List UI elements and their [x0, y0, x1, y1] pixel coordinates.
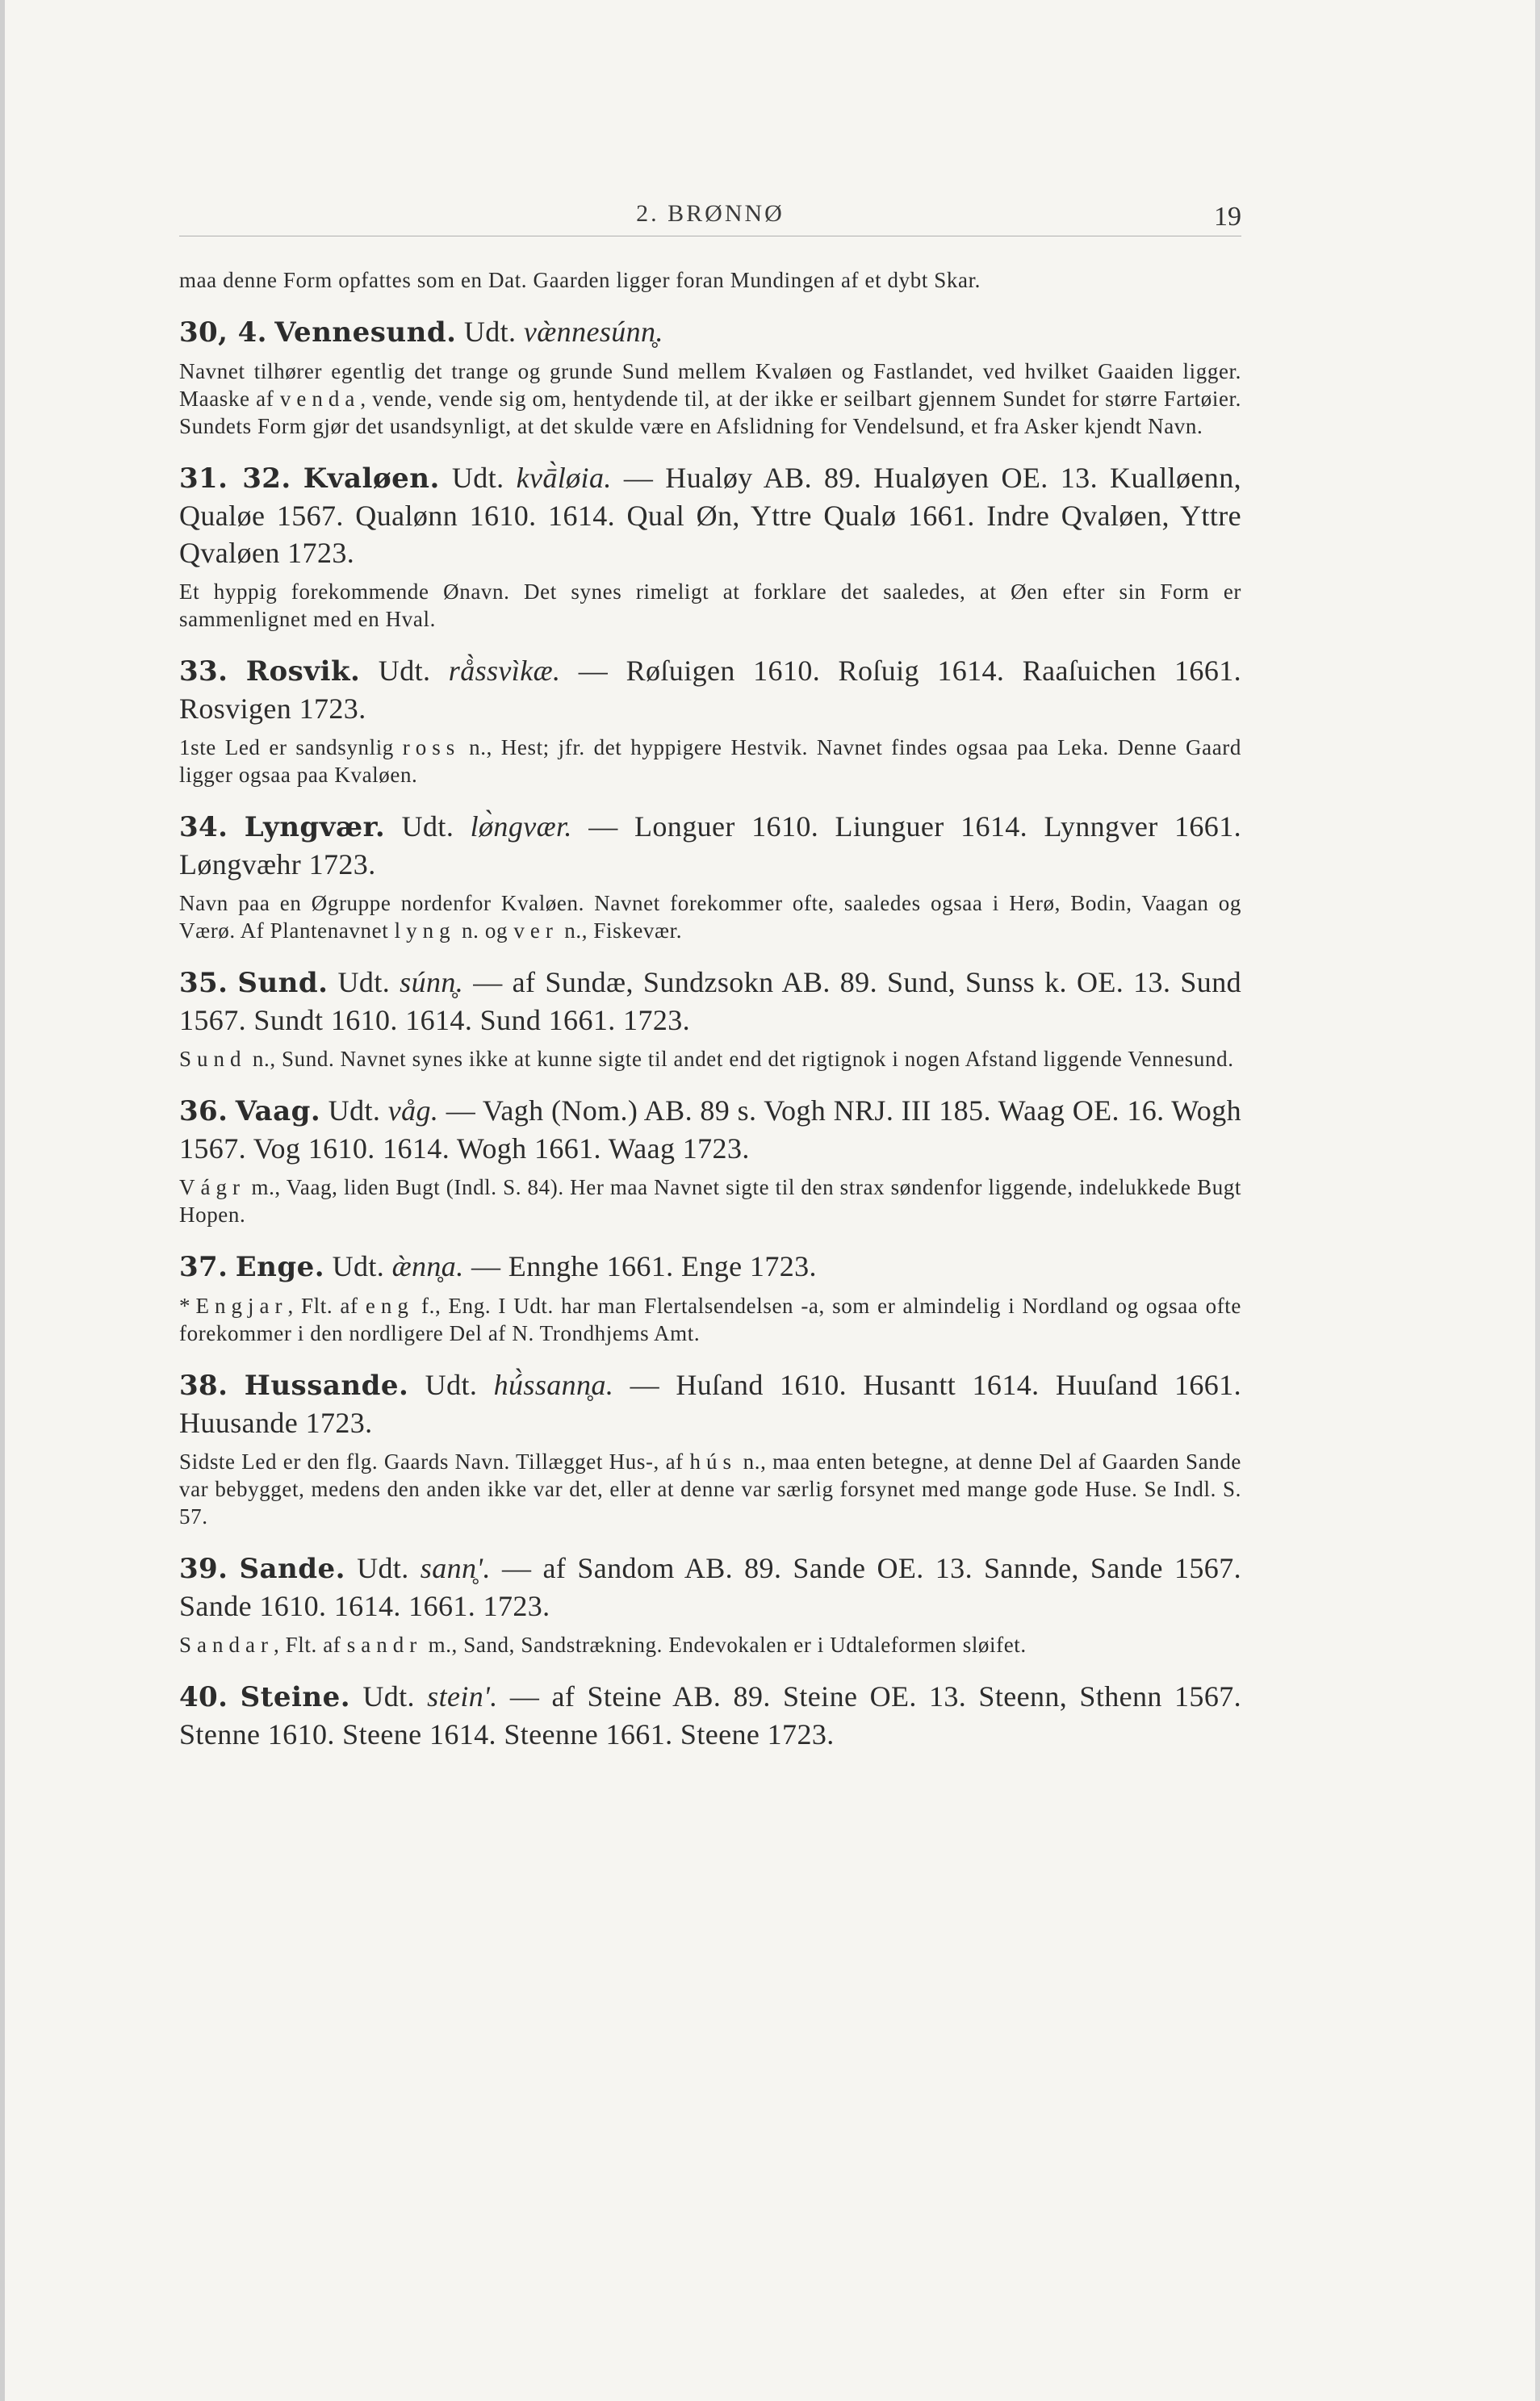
historic-forms: — Ennghe 1661. Enge 1723. — [471, 1250, 817, 1282]
entry-note — [179, 1173, 1241, 1228]
entry-heading — [179, 964, 1241, 1039]
entry-heading — [179, 459, 1241, 571]
farm-name: Hussande. — [244, 1370, 409, 1402]
historic-forms: — Longuer 1610. Liunguer 1614. Lynngver 1661. Løngvæhr 1723. — [179, 810, 1242, 881]
entry-number: 40. — [179, 1681, 228, 1713]
running-head: 2. BRØNNØ — [636, 200, 785, 227]
entry-37 — [179, 1248, 1241, 1347]
page-header — [179, 192, 1241, 237]
entry-note — [179, 1448, 1241, 1530]
farm-name: Vennesund. — [274, 316, 457, 349]
note-text: m., Vaag, liden Bugt (Indl. S. 84). Her maa Navnet sigte til den strax søndenfor liggende, indelukkede Bugt Hopen. — [179, 1175, 1241, 1227]
pronunciation: hú̀ssann̥a. — [493, 1369, 614, 1401]
note-text: n., Hest; jfr. det hyppigere Hestvik. Navnet findes ogsaa paa Leka. Denne Gaard ligger ogsaa paa Kvaløen. — [179, 735, 1241, 787]
udt-label: Udt. — [337, 966, 391, 998]
note-text: , Flt. af — [273, 1633, 341, 1657]
udt-label: Udt. — [425, 1369, 478, 1401]
entry-38 — [179, 1366, 1241, 1530]
scan-edge-right — [1535, 0, 1540, 2401]
entry-number: 34. — [179, 811, 228, 843]
entry-number: 30, 4. — [179, 316, 267, 349]
entry-number: 33. — [179, 655, 228, 688]
pronunciation: súnn̥. — [400, 966, 464, 998]
note-text: Navn paa en Øgruppe nordenfor Kvaløen. Navnet forekommer ofte, saaledes ogsaa i Herø, Bodin, Vaagan og Værø. Af Plantenavnet — [179, 891, 1241, 943]
pronunciation: stein'. — [427, 1680, 498, 1713]
farm-name: Rosvik. — [245, 655, 361, 688]
entry-note — [179, 734, 1241, 788]
historic-forms: — Hualøy AB. 89. Hualøyen OE. 13. Kualløenn, Qualøe 1567. Qualønn 1610. 1614. Qual Øn, Yttre Qualø 1661. Indre Qvaløen, Yttre Qvaløen 1723. — [179, 462, 1242, 569]
note-text: n., Fiskevær. — [564, 918, 683, 943]
note-text: n., maa enten betegne, at denne Del af Gaarden Sande var bebygget, medens den anden ikke var det, eller at denne var særlig forsynet med mange gode Huse. Se Indl. S. 57. — [179, 1449, 1242, 1529]
entry-number: 31. 32. — [179, 462, 291, 495]
pronunciation: rå̀ssvìkæ. — [448, 655, 561, 687]
farm-name: Lyngvær. — [244, 811, 386, 843]
page-number: 19 — [1214, 202, 1241, 232]
historic-forms: — Huſand 1610. Husantt 1614. Huuſand 1661. Huusande 1723. — [179, 1369, 1241, 1439]
entry-number: 35. — [179, 967, 228, 999]
note-text: 1ste Led er sandsynlig — [179, 735, 394, 759]
udt-label: Udt. — [451, 462, 504, 494]
entry-note — [179, 1045, 1241, 1073]
note-text: , vende, vende sig om, hentydende til, at der ikke er seilbart gjennem Sundet for større Fartøier. Sundets Form gjør det usandsynligt, at det skulde være en Afslidning for Vendelsund, et fra Asker kjendt Navn. — [179, 387, 1241, 438]
entry-note: Et hyppig forekommende Ønavn. Det synes rimeligt at forklare det saaledes, at Øen efter sin Form er sammenlignet med en Hval. — [179, 579, 1241, 631]
entry-heading — [179, 808, 1241, 883]
entry-number: 39. — [179, 1553, 228, 1585]
entry-heading — [179, 1550, 1241, 1625]
udt-label: Udt. — [362, 1680, 415, 1713]
historic-forms: — af Sandom AB. 89. Sande OE. 13. Sannde, Sande 1567. Sande 1610. 1614. 1661. 1723. — [179, 1552, 1241, 1622]
note-text: f., Eng. I Udt. har man Flertalsendelsen -a, som er almindelig i Nordland og ogsaa ofte forekommer i den nordligere Del af N. Trondhjems Amt. — [179, 1294, 1241, 1345]
note-text: n., Sund. Navnet synes ikke at kunne sigte til andet end det rigtignok i nogen Afstand liggende Vennesund. — [252, 1047, 1234, 1071]
entry-36 — [179, 1092, 1241, 1228]
spaced-word: ross — [402, 735, 461, 759]
entry-heading — [179, 1366, 1241, 1441]
entry-35 — [179, 964, 1241, 1073]
historic-forms: — Vagh (Nom.) AB. 89 s. Vogh NRJ. III 185. Waag OE. 16. Wogh 1567. Vog 1610. 1614. Wogh 1661. Waag 1723. — [179, 1094, 1242, 1165]
historic-forms: — af Sundæ, Sundzsokn AB. 89. Sund, Sunss k. OE. 13. Sund 1567. Sundt 1610. 1614. Sund 1661. 1723. — [179, 966, 1241, 1036]
entry-heading — [179, 1678, 1241, 1753]
historic-forms: — Røſuigen 1610. Roſuig 1614. Raaſuichen 1661. Rosvigen 1723. — [179, 655, 1242, 725]
note-text: n. og — [462, 918, 508, 943]
entry-heading — [179, 313, 1241, 351]
entry-note — [179, 1631, 1241, 1659]
historic-forms: — af Steine AB. 89. Steine OE. 13. Steenn, Sthenn 1567. Stenne 1610. Steene 1614. Steenne 1661. Steene 1723. — [179, 1680, 1242, 1751]
entry-number: 36. — [179, 1095, 228, 1127]
intro-paragraph: maa denne Form opfattes som en Dat. Gaarden ligger foran Mundingen af et dybt Skar. — [179, 268, 981, 292]
pronunciation: væ̀nnesúnn̥. — [523, 316, 663, 348]
farm-name: Sund. — [237, 967, 329, 999]
spaced-word: venda — [279, 387, 361, 411]
page-body — [179, 266, 1241, 1753]
spaced-word: eng — [365, 1294, 414, 1318]
farm-name: Enge. — [235, 1251, 325, 1283]
spaced-word: hús — [689, 1449, 737, 1474]
farm-name: Vaag. — [235, 1095, 321, 1127]
pronunciation: kvā̀løia. — [516, 462, 612, 494]
entry-heading — [179, 652, 1241, 727]
farm-name: Steine. — [240, 1681, 351, 1713]
note-text: , Flt. af — [287, 1294, 358, 1318]
entry-note — [179, 1292, 1241, 1347]
entry-39 — [179, 1550, 1241, 1659]
entry-note — [179, 358, 1241, 440]
spaced-word: Vágr — [179, 1175, 245, 1199]
entry-34 — [179, 808, 1241, 944]
spaced-word: sandr — [346, 1633, 423, 1657]
udt-label: Udt. — [401, 810, 454, 843]
note-text: Sidste Led er den flg. Gaards Navn. Tillægget Hus-, af — [179, 1449, 684, 1474]
udt-label: Udt. — [463, 316, 517, 348]
entry-note — [179, 889, 1241, 944]
note-text: Navnet tilhører egentlig det trange og grunde Sund mellem Kvaløen og Fastlandet, ved hvilket Gaaiden ligger. Maaske af — [179, 359, 1241, 411]
udt-label: Udt. — [357, 1552, 409, 1584]
entry-heading — [179, 1248, 1241, 1286]
scan-edge-left — [0, 0, 5, 2401]
entry-heading — [179, 1092, 1241, 1167]
pronunciation: sann̥'. — [420, 1552, 491, 1584]
note-text: m., Sand, Sandstrækning. Endevokalen er i Udtaleformen sløifet. — [428, 1633, 1027, 1657]
pronunciation: våg. — [387, 1094, 439, 1127]
entry-number: 38. — [179, 1370, 228, 1402]
spaced-word: lyng — [394, 918, 456, 943]
pronunciation: æ̀nn̥a. — [391, 1250, 464, 1282]
spaced-word: Sund — [179, 1047, 247, 1071]
entry-number: 37. — [179, 1251, 228, 1283]
entry-33 — [179, 652, 1241, 788]
udt-label: Udt. — [378, 655, 431, 687]
pronunciation: lø̀ngvær. — [470, 810, 572, 843]
udt-label: Udt. — [332, 1250, 385, 1282]
spaced-word: Sandar — [179, 1633, 274, 1657]
udt-label: Udt. — [328, 1094, 381, 1127]
entry-31-32 — [179, 459, 1241, 633]
spaced-word: *Engjar — [179, 1294, 288, 1318]
farm-name: Kvaløen. — [303, 462, 440, 495]
entry-40 — [179, 1678, 1241, 1753]
spaced-word: ver — [513, 918, 559, 943]
farm-name: Sande. — [239, 1553, 345, 1585]
entry-30 — [179, 313, 1241, 440]
